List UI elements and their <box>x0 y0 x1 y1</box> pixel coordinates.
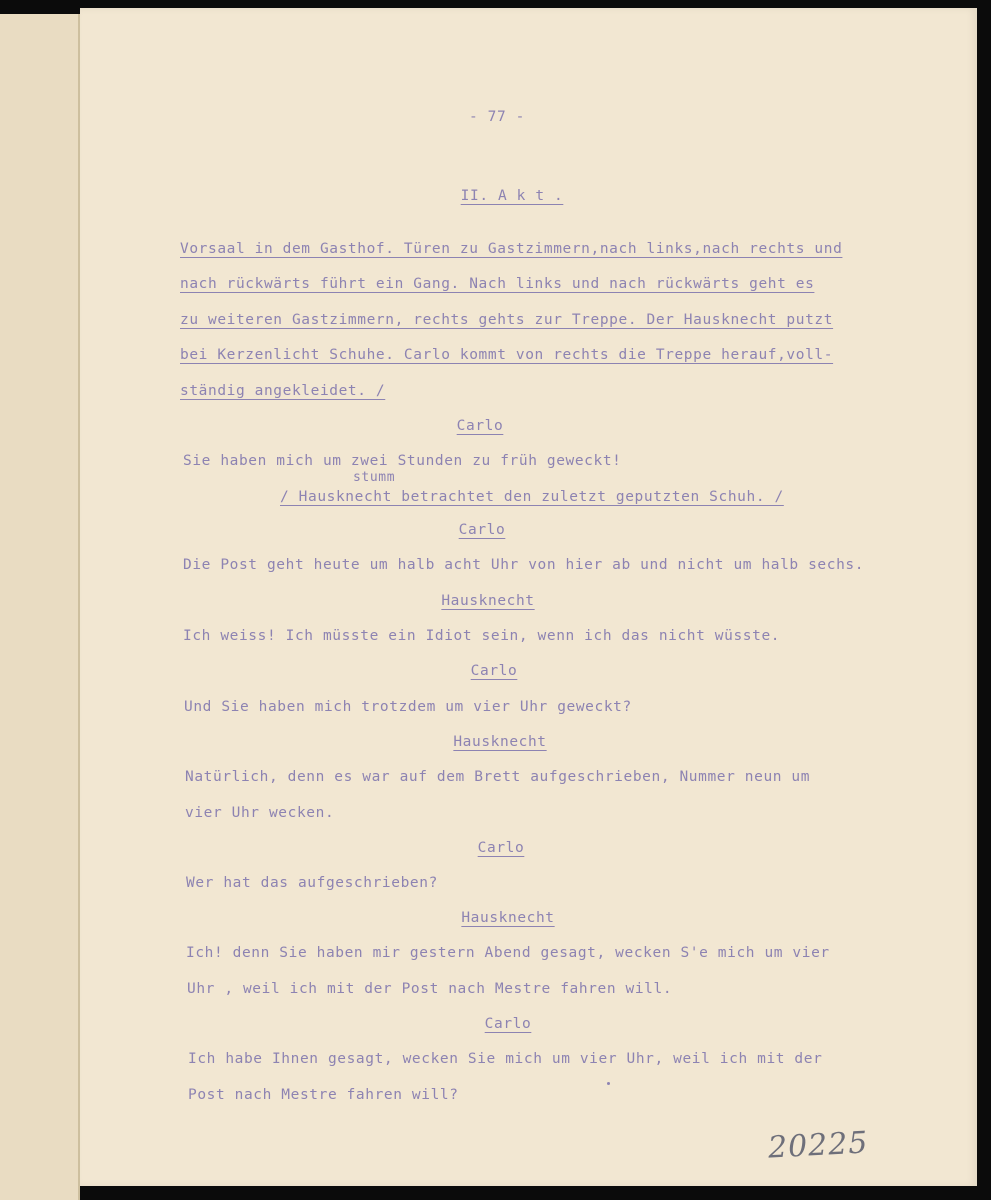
dialogue-line: Ich weiss! Ich müsste ein Idiot sein, wenn ich das nicht wüsste. <box>183 628 781 644</box>
dialogue-line: Uhr , weil ich mit der Post nach Mestre fahren will. <box>187 981 673 997</box>
stage-direction: / Hausknecht betrachtet den zuletzt geputzten Schuh. / <box>280 489 784 505</box>
dialogue-line: Und Sie haben mich trotzdem um vier Uhr geweckt? <box>184 699 632 715</box>
stage-direction-line-1: Vorsaal in dem Gasthof. Türen zu Gastzimmern,nach links,nach rechts und <box>180 241 843 257</box>
page-number: - 77 - <box>469 109 525 125</box>
dialogue-line: Ich habe Ihnen gesagt, wecken Sie mich um vier Uhr, weil ich mit der <box>188 1051 823 1067</box>
dialogue-line: Sie haben mich um zwei Stunden zu früh geweckt! <box>183 453 622 469</box>
speaker-name: Hausknecht <box>441 593 535 609</box>
act-heading: II. A k t . <box>460 188 564 204</box>
speaker-name: Carlo <box>456 418 504 434</box>
stage-direction-line-3: zu weiteren Gastzimmern, rechts gehts zur Treppe. Der Hausknecht putzt <box>180 312 834 328</box>
left-page-edge <box>0 14 80 1200</box>
stage-direction-line-4: bei Kerzenlicht Schuhe. Carlo kommt von rechts die Treppe herauf,voll- <box>180 347 834 363</box>
dialogue-line: Wer hat das aufgeschrieben? <box>186 875 438 891</box>
speaker-name: Carlo <box>477 840 525 856</box>
speaker-name: Hausknecht <box>453 734 547 750</box>
dialogue-line: Natürlich, denn es war auf dem Brett aufgeschrieben, Nummer neun um <box>185 769 811 785</box>
handwritten-insertion: stumm <box>353 470 396 485</box>
speaker-name: Carlo <box>458 522 506 538</box>
speaker-name: Carlo <box>470 663 518 679</box>
speaker-name: Hausknecht <box>461 910 555 926</box>
stage-direction-line-5: ständig angekleidet. / <box>180 383 386 399</box>
document-page <box>80 8 977 1186</box>
stage-direction-line-2: nach rückwärts führt ein Gang. Nach links und nach rückwärts geht es <box>180 276 815 292</box>
dialogue-line: Ich! denn Sie haben mir gestern Abend gesagt, wecken S'e mich um vier <box>186 945 830 961</box>
dialogue-line: Post nach Mestre fahren will? <box>188 1087 459 1103</box>
dialogue-line: Die Post geht heute um halb acht Uhr von hier ab und nicht um halb sechs. <box>183 557 865 573</box>
ink-dot <box>607 1082 610 1085</box>
speaker-name: Carlo <box>484 1016 532 1032</box>
handwritten-number: 20225 <box>767 1125 870 1166</box>
dialogue-line: vier Uhr wecken. <box>185 805 335 821</box>
